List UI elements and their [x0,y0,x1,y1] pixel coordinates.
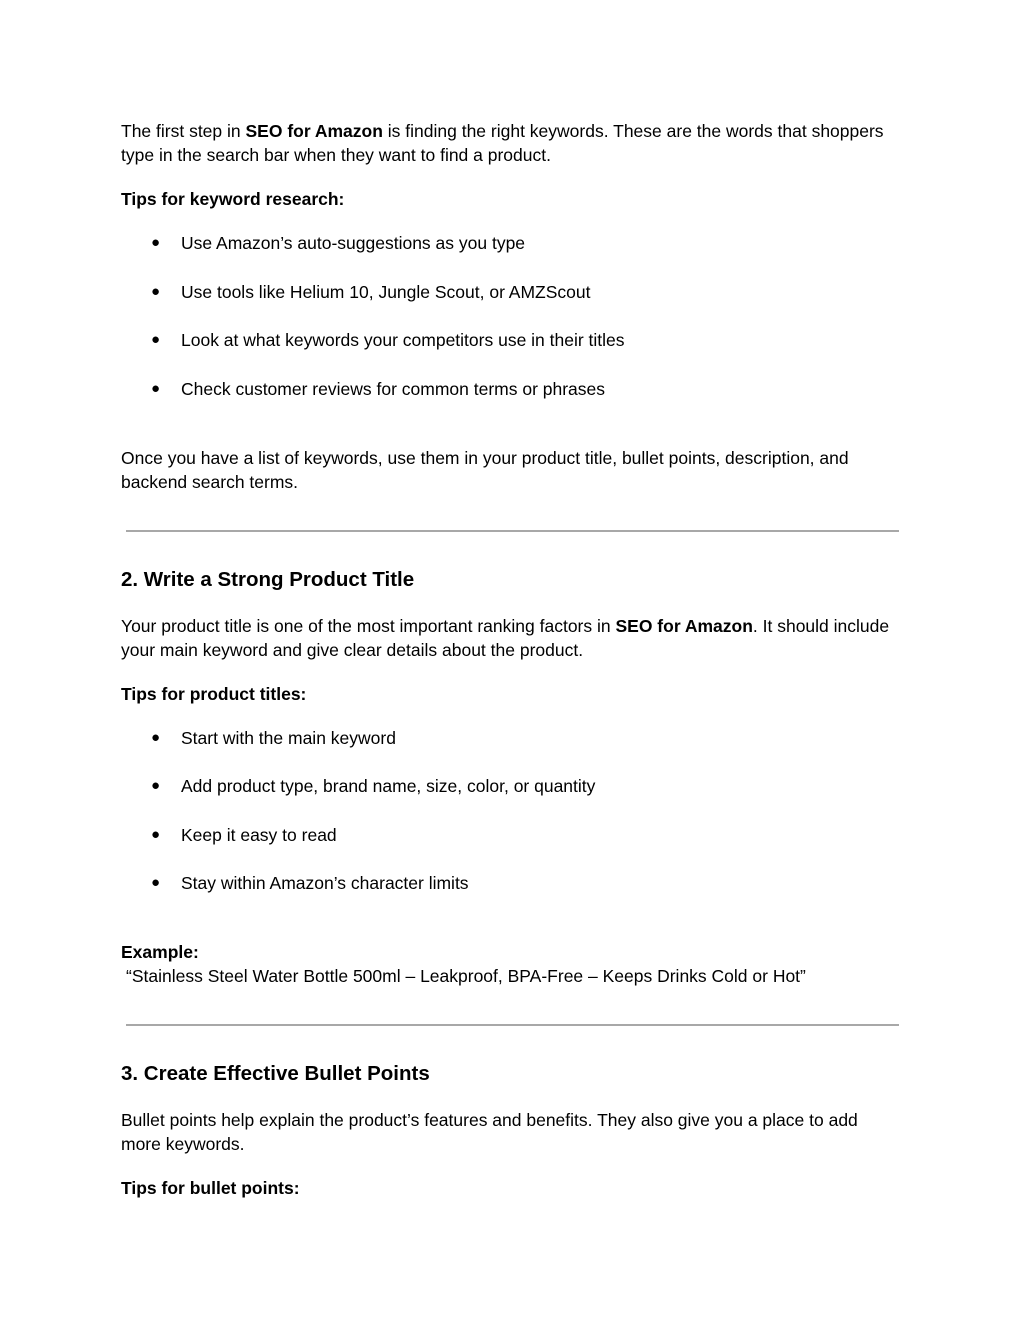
list-item [121,231,901,255]
section-2-title: 2. Write a Strong Product Title [121,567,415,591]
keyword-tips-heading: Tips for keyword research: [121,189,345,209]
list-item [121,328,901,352]
bullet-icon: ● [151,728,161,746]
bullet-icon: ● [151,874,161,891]
title-tips-list [121,726,901,896]
list-item [121,823,901,847]
list-item-text: Check customer reviews for common terms or phrases [181,378,606,399]
intro-keyword-bold: SEO for Amazon [245,121,383,141]
bullet-icon: ● [151,379,161,397]
section-divider [126,530,899,532]
list-item-text: Start with the main keyword [181,727,396,748]
bullet-icon: ● [151,282,161,300]
list-item [121,377,901,401]
bullet-tips-heading: Tips for bullet points: [121,1178,300,1198]
bullet-icon: ● [151,777,161,794]
list-item [121,280,901,304]
intro-text-suffix: is finding the right keywords. These are the words that shoppers type in the search bar when they want to find a product. [121,121,884,165]
list-item-text: Use Amazon’s auto-suggestions as you type [181,233,526,253]
keywords-outro-paragraph: Once you have a list of keywords, use them in your product title, bullet points, description, and backend search terms. [121,447,849,492]
intro-paragraph [121,119,901,167]
bullet-icon: ● [151,234,161,251]
title-tips-heading: Tips for product titles: [121,683,307,704]
list-item-text: Stay within Amazon’s character limits [181,873,469,893]
section-2-text-prefix: Your product title is one of the most important ranking factors in [121,615,616,636]
list-item [121,871,901,895]
document-page [121,119,901,1220]
section-divider [126,1024,899,1026]
example-text: “Stainless Steel Water Bottle 500ml – Leakproof, BPA-Free – Keeps Drinks Cold or Hot” [126,966,806,986]
intro-text-prefix: The first step in [121,121,246,141]
section-3-title: 3. Create Effective Bullet Points [121,1062,430,1085]
list-item [121,774,901,798]
example-label: Example: [121,942,199,962]
section-2-text-suffix: . It should include your main keyword and give clear details about the product. [121,615,890,660]
keyword-tips-list [121,231,901,401]
bullet-icon: ● [151,331,161,348]
list-item-text: Look at what keywords your competitors use in their titles [181,330,625,350]
list-item-text: Keep it easy to read [181,824,337,845]
list-item-text: Add product type, brand name, size, color, or quantity [181,776,596,796]
section-3-paragraph: Bullet points help explain the product’s features and benefits. They also give you a place to add more keywords. [121,1110,858,1154]
list-item [121,726,901,750]
bullet-icon: ● [151,825,161,843]
section-2-paragraph [121,614,901,662]
section-2-keyword-bold: SEO for Amazon [615,615,753,636]
list-item-text: Use tools like Helium 10, Jungle Scout, or AMZScout [181,281,591,302]
